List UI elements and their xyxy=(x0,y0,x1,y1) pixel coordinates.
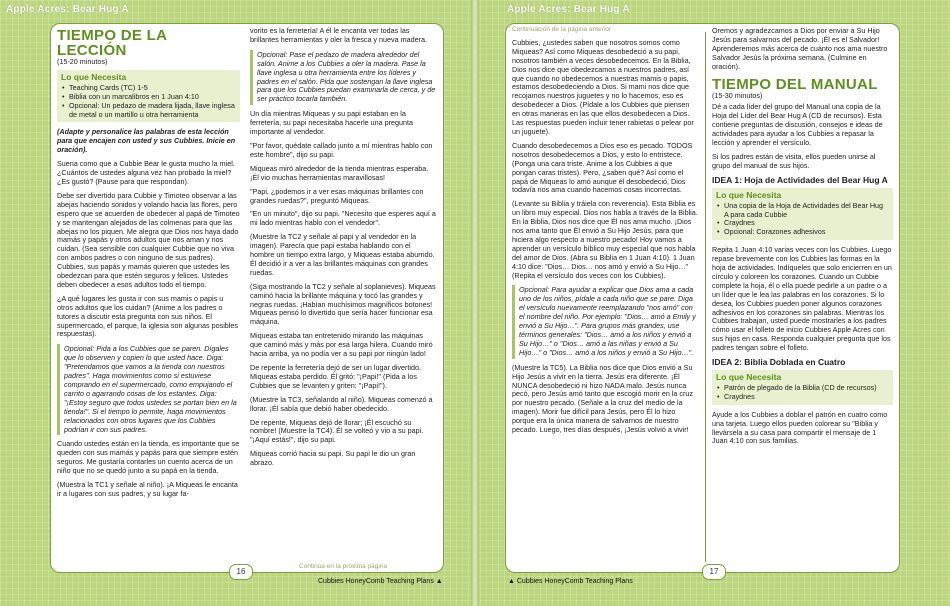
book-gutter xyxy=(471,0,479,606)
right-footer: ▲ Cubbies HoneyComb Teaching Plans xyxy=(508,578,633,585)
paragraph: "Papi, ¿podemos ir a ver esas máquinas brillantes con grandes ruedas?", preguntó Miqueas. xyxy=(250,186,424,205)
list-item: • Teaching Cards (TC) 1-5 xyxy=(69,84,236,93)
column-divider xyxy=(705,32,706,562)
page-number: 17 xyxy=(702,564,726,580)
paragraph: Cuando ustedes están en la tienda, es importante que se queden con sus mamás y papás para que siempre estén seguros. Me gustaría contarles un cuento acerca de un niño que no se quedó junto a su papá en la tienda. xyxy=(57,439,240,476)
paragraph: Oremos y agradezcamos a Dios por enviar a Su Hijo Jesús para salvarnos del pecado. ¡Él es el Salvador! Aprenderemos más acerca de cuánto nos ama nuestro Salvador Jesús la próxima semana. (Culmine en oración). xyxy=(712,26,888,71)
list-item: • Biblia con un marcalibros en 1 Juan 4:10 xyxy=(69,93,236,102)
paragraph: Dé a cada líder del grupo del Manual una copia de la Hoja del Líder del Bear Hug A (CD de recursos). Esta contiene preguntas de discusión, consejos e ideas de actividades para ayudar a los Cubbies a repasar la lección y aprender el versículo. xyxy=(712,102,883,148)
right-header: Apple Acres: Bear Hug A xyxy=(507,4,630,15)
optional-note: Opcional: Pida a los Cubbies que se paren. Dígales que lo observen y copien lo que usted hace. Diga: "Pretendamos que vamos a la tienda con nuestros padres". Haga movimientos como si estuviese comprando en el supermercado, como empujando el carrito o agarrando cosas de los estantes. Diga: "¡Estoy seguro que todos ustedes se portan bien en la tienda!". Si el tiempo lo permite, haga movimientos relacionados con otros lugares que los Cubbies podrían ir con sus padres. xyxy=(57,344,240,435)
paragraph: De repente la ferretería dejó de ser un lugar divertido. Miqueas estaba perdido. Él gritó: "¡Papi!" (Pida a los Cubbies que se levanten y griten: "¡Papi!"). xyxy=(250,363,422,390)
paragraph: Miqueas corrió hacia su papi. Su papi le dio un gran abrazo. xyxy=(250,449,416,468)
list-item: • Opcional: Un pedazo de madera lijada, llave inglesa de metal o un martillo u otra herramienta xyxy=(69,102,236,120)
paragraph: "Por favor, quédate callado junto a mí mientras hablo con este hombre", dijo su papi. xyxy=(250,140,433,159)
paragraph: (Muestre la TC5). La Biblia nos dice que Dios envió a Su Hijo Jesús a vivir en la tierra. Jesús era diferente. ¡Él NUNCA desobedeció ni hizo NADA malo. Jesús nunca pecó, pero Jesús amó tanto que escogió morir en la cruz por nuestro pecado. (Señale a la cruz del medio de la imagen). Morir fue difícil para Jesús, pero Él lo hizo porque era la única manera de salvarnos de nuestro pecado. Luego, tres días después, ¡Jesús volvió a vivir! xyxy=(512,362,693,435)
paragraph: (Muestra la TC1 y señale al niño). ¡A Miqueas le encanta ir a lugares con sus padres, y su lugar fa- xyxy=(57,480,238,498)
page-number: 16 xyxy=(229,564,253,580)
right-column-1 xyxy=(512,26,698,440)
continued-note: Continuación de la página anterior xyxy=(512,26,612,33)
list-item: • Craydnes xyxy=(724,393,889,402)
paragraph: Debe ser divertido para Cubbie y Timoteo observar a las abejas haciendo sonidos y volando hacia las flores, pero espero que se acuerden de obedecer al papá de Timoteo y se mantengan alejados de las colmenas para que las abejas no los piquen. Me alegra que Dios nos haya dado mamás y papás y otros adultos que nos aman y nos cuidan. (Sea sensible con cualquier Cubbie que no viva con ambos padres o con ninguno de sus padres). Cubbies, sus papás y mamás quieren que ustedes les obedezcan para que estén seguros y felices. Ustedes deben obedecer a esos adultos todo el tiempo. xyxy=(57,190,240,289)
paragraph: (Muestre la TC3, señalando al niño). Miqueas comenzó a llorar. ¡Él sabía que debió haber obedecido. xyxy=(250,394,433,413)
paragraph: Miqueas miró alrededor de la tienda mientras esperaba. ¡Él vio muchas herramientas maravillosas! xyxy=(250,163,429,182)
idea-heading: IDEA 1: Hoja de Actividades del Bear Hug A xyxy=(712,174,888,185)
continued-note: Continúa en la próxima página xyxy=(298,563,388,570)
paragraph: Si los padres están de visita, ellos pueden unirse al grupo del manual de sus hijos. xyxy=(712,151,876,170)
paragraph: Repita 1 Juan 4:10 varias veces con los Cubbies. Luego repase brevemente con los Cubbies las formas en la hoja de actividades. Indíqueles que solo encierren en un círculo y coloreen los corazones. Cuando un Cubbie complete la hoja, él o ella puede pedirle a un padre o a un líder que le lea las palabras en los corazones. Si lo desea, los Cubbies pueden poner algunos corazones adhesivos en los corazones sin palabras. Mientras los Cubbies trabajan, usted puede mostrarles a los padres cómo usar el folleto de inicio Cubbies Apple Acres con sus hijos en casa. Responda cualquier pregunta que los padres tengan sobre el folleto. xyxy=(712,245,892,353)
left-column-1 xyxy=(57,24,240,504)
paragraph: Suena como que a Cubbie Bear le gusta mucho la miel. ¿Cuántos de ustedes alguna vez han probado la miel? ¿Es gustó? (Pause para que respondan). xyxy=(57,159,235,186)
needs-box xyxy=(712,370,893,405)
left-column-2 xyxy=(250,27,436,473)
right-column-2 xyxy=(712,27,893,451)
lesson-duration: (15-20 minutos) xyxy=(57,57,108,66)
list-item: • Opcional: Corazones adhesivos xyxy=(724,228,889,237)
needs-box xyxy=(57,70,240,123)
lesson-title: TIEMPO DE LA LECCIÓN xyxy=(57,27,167,59)
optional-note: Opcional: Pase el pedazo de madera alrededor del salón. Anime a los Cubbies a oler la madera. Pase la llave inglesa u otra herramienta entre los líderes y padres en el salón. Pida que sostengan la llave inglesa para que los Cubbies puedan examinarla de cerca, y de ser práctico tocarla también. xyxy=(250,50,436,105)
paragraph: (Siga mostrando la TC2 y señale al soplanieves). Miqueas caminó hacia la brillante máquina y tocó las grandes y negras ruedas. ¡Habían muchísimos magníficos botones! Miqueas pensó lo divertido que sería hacer funcionar esa máquina. xyxy=(250,281,436,327)
list-item: • Patrón de plegado de la Biblia (CD de recursos) xyxy=(724,384,889,393)
optional-note: Opcional: Para ayudar a explicar que Dios ama a cada uno de los niños, pídale a cada niño que se pare. Diga el versículo nuevamente reemplazando "nos amó" con el nombre del niño. Por ejemplo: "Dios… amó a Emily y envió a Su Hijo…". Para grupos más grandes, use términos generales: "Dios… amó a los niños y envió a Su Hijo…" o "Dios… amó a las niñas y envió a Su Hijo…" o "Dios… amó a los niños y envió a Su Hijo…". xyxy=(512,285,698,358)
right-page-panel xyxy=(505,23,900,573)
needs-heading: Lo que Necesita xyxy=(716,189,782,200)
paragraph: Cubbies, ¿ustedes saben que nosotros somos como Miqueas? Así como Miqueas desobedeció a su papi, nosotros también a veces desobedecemos. En la Biblia, Dios nos dice que obedezcamos a nuestros padres, así que cuando no obedecemos a nuestras mamis o papis, estamos desobedeciendo a Dios. Si mami nos dice que recojamos nuestros juguetes y no lo hacemos, eso es desobedecer a Dios. (Pídale a los Cubbies que piensen en otras maneras en las que ellos desobedecen a Dios. Las respuestas pueden incluir tener rabietas o pelear por un juguete). xyxy=(512,37,694,136)
needs-heading: Lo que Necesita xyxy=(61,71,127,82)
needs-heading: Lo que Necesita xyxy=(716,372,782,382)
paragraph: Miqueas estaba tan entretenido mirando las máquinas que caminó más y más por esa larga hilera. Cuando miró hacia arriba, ya no podía ver a su papi por ningún lado! xyxy=(250,331,433,359)
paragraph: (Levante su Biblia y tráiela con reverencia). Esta Biblia es un libro muy especial. Dios nos habla a través de la Biblia. En la Biblia, Dios nos dice que Él nos ama mucho. ¡Dios nos ama tanto que Él envió a Su Hijo Jesús, para que hiciera algo respecto a nuestro pecado! Hoy vamos a aprender un versículo bíblico muy especial que nos habla del amor de Dios. (Abra su Biblia en 1 Juan 4:10). 1 Juan 4:10 dice: "Dios… Dios… nos amó y envió a Su Hijo…" (Repita el versículo dos veces con los Cubbies). xyxy=(512,199,698,280)
paragraph: Ayude a los Cubbies a doblar el patrón en cuatro como una tarjeta. Luego ellos pueden colorear su "Biblia y llevársela a su casa para compartir el mensaje de 1 Juan 4:10 con sus familias. xyxy=(712,409,888,446)
paragraph: (Muestre la TC2 y señale al papi y al vendedor en la imagen). Parecía que papi estaba hablando con el hombre un tiempo extra largo, y Miqueas estaba aburrido. Él decidió ir a ver a las brillantes máquinas con grandes ruedas. xyxy=(250,232,435,277)
needs-box xyxy=(712,188,893,241)
left-header: Apple Acres: Bear Hug A xyxy=(6,4,129,15)
paragraph: "En un minuto", dijo su papi. "Necesito que esperes aquí a mi lado mientras hablo con el vendedor". xyxy=(250,209,436,228)
paragraph: ¿A qué lugares les gusta ir con sus mamis o papis u otros adultos que los cuidan? (Anime a los padres o tutores a discutir esta pregunta con sus niños. El supermercado, el parque, la iglesia son algunas posibles respuestas). xyxy=(57,293,238,339)
paragraph: Cuando desobedecemos a Dios eso es pecado. TODOS nosotros desobedecemos a Dios, y esto lo entristece. (Ponga una cara triste. Anime a los Cubbies a que pongan caras tristes). Pero, ¿saben qué? Así como el papá de Miqueas lo amó aunque él desobedeció, Dios todavía nos ama cuando hacemos cosas incorrectas. xyxy=(512,140,693,195)
manual-duration: (15-30 minutos) xyxy=(712,90,763,100)
list-item: • Craydnes xyxy=(724,219,889,228)
manual-title: TIEMPO DEL MANUAL xyxy=(712,75,878,93)
left-footer: Cubbies HoneyComb Teaching Plans ▲ xyxy=(318,578,443,585)
paragraph: Un día mientras Miqueas y su papi estaban en la ferretería, su papi necesitaba hacerle una pregunta importante al vendedor. xyxy=(250,109,414,137)
list-item: • Una copia de la Hoja de Actividades del Bear Hug A para cada Cubbie xyxy=(724,202,889,220)
left-page-panel xyxy=(50,23,444,573)
idea-heading: IDEA 2: Biblia Doblada en Cuatro xyxy=(712,357,846,368)
paragraph: (Adapte y personalice las palabras de esta lección para que encajen con usted y sus Cubbies. Inicie en oración). xyxy=(57,127,236,155)
paragraph: De repente, Miqueas dejó de llorar; ¡Él escuchó su nombre! (Muestre la TC4). Él se volteó y vio a su papi. "¡Aquí estás!", dijo su papi. xyxy=(250,417,424,445)
paragraph: vorito es la ferretería! A él le encanta ver todas las brillantes herramientas y oler la fresca y nueva madera. xyxy=(250,26,427,44)
